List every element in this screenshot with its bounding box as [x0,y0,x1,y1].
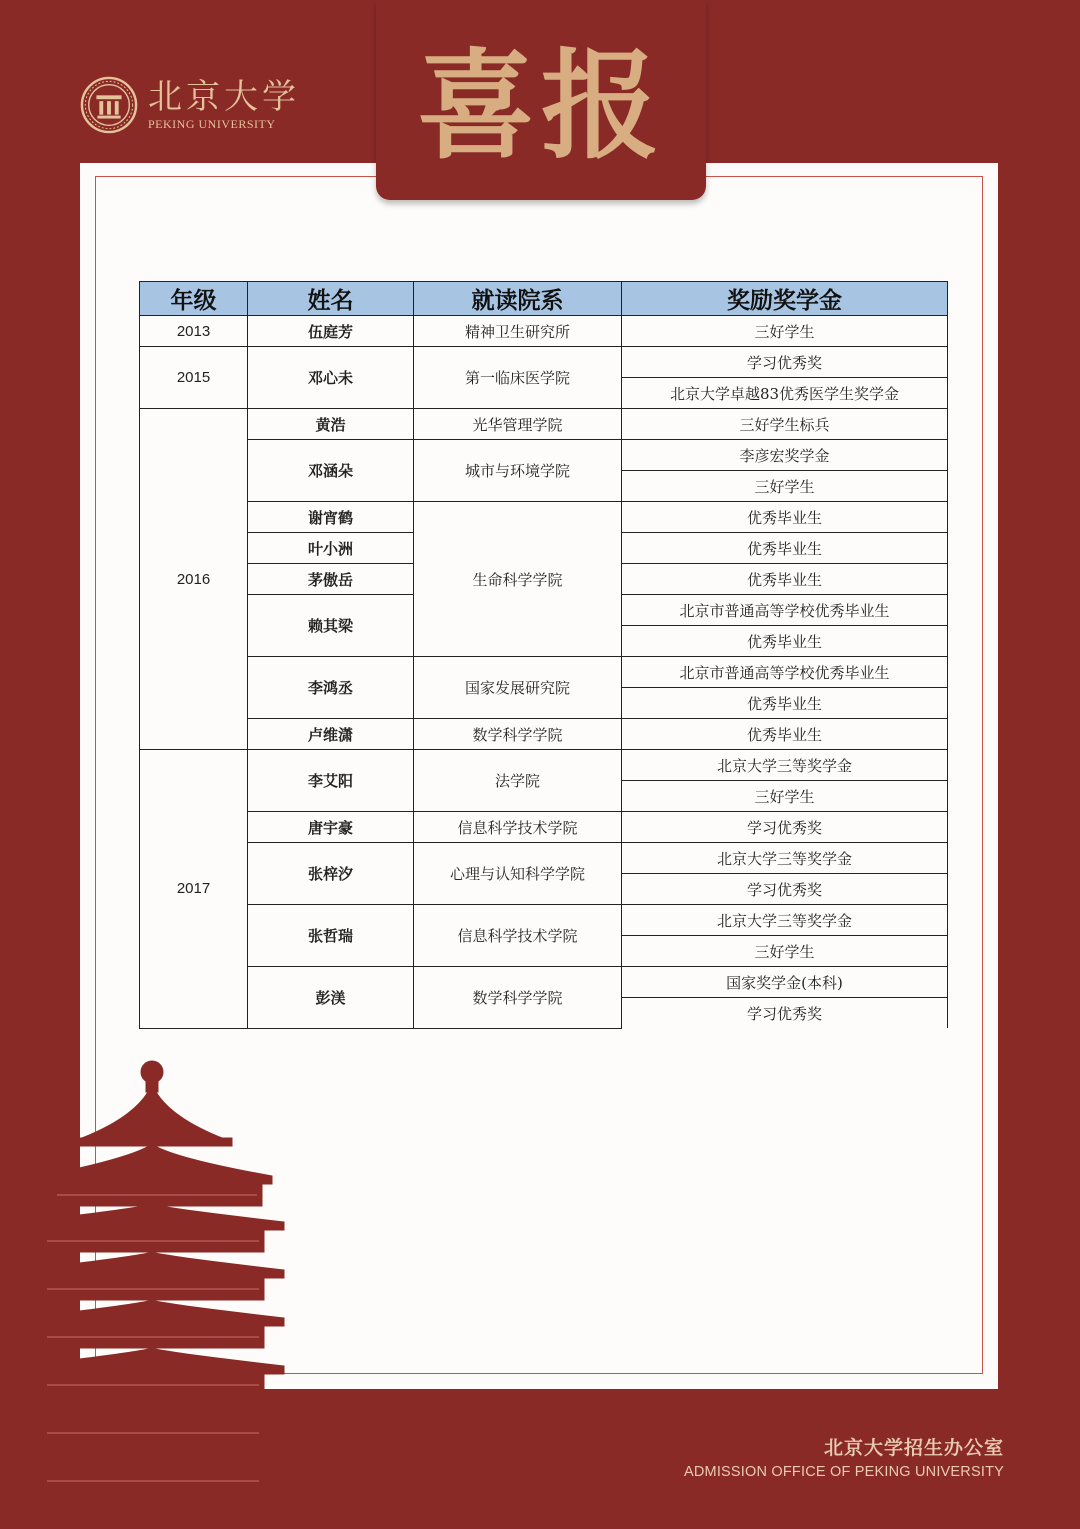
table-header-row [140,282,948,316]
award-cell: 北京大学三等奖学金 [622,905,948,936]
table-row [140,719,948,750]
pagoda-illustration [22,1058,290,1529]
table-row [140,812,948,843]
title-banner [376,0,706,200]
table-row [140,843,948,874]
award-cell: 优秀毕业生 [622,626,948,657]
award-cell: 北京市普通高等学校优秀毕业生 [622,595,948,626]
award-cell: 三好学生 [622,781,948,812]
department-cell: 心理与认知科学学院 [414,843,622,905]
student-name: 谢宵鹤 [248,502,414,533]
column-header-name: 姓名 [248,282,414,316]
university-logo [80,76,300,134]
student-name: 李艾阳 [248,750,414,812]
award-cell: 学习优秀奖 [622,998,948,1029]
department-cell: 生命科学学院 [414,502,622,657]
student-name: 彭渼 [248,967,414,1029]
student-name: 伍庭芳 [248,316,414,347]
student-name: 黄浩 [248,409,414,440]
table-row [140,967,948,998]
department-cell: 信息科学技术学院 [414,812,622,843]
award-cell: 优秀毕业生 [622,719,948,750]
award-cell: 优秀毕业生 [622,502,948,533]
award-cell: 李彦宏奖学金 [622,440,948,471]
award-cell: 三好学生 [622,316,948,347]
student-name: 张哲瑞 [248,905,414,967]
award-cell: 学习优秀奖 [622,812,948,843]
student-name: 叶小洲 [248,533,414,564]
page-title: 喜报 [416,37,665,175]
department-cell: 数学科学学院 [414,967,622,1029]
award-cell: 优秀毕业生 [622,688,948,719]
award-cell: 三好学生标兵 [622,409,948,440]
department-cell: 数学科学学院 [414,719,622,750]
department-cell: 城市与环境学院 [414,440,622,502]
award-cell: 北京市普通高等学校优秀毕业生 [622,657,948,688]
award-cell: 三好学生 [622,471,948,502]
grade-cell: 2017 [140,750,248,1029]
award-cell: 优秀毕业生 [622,564,948,595]
grade-cell: 2015 [140,347,248,409]
peking-university-seal-icon [80,76,138,134]
table-row [140,657,948,688]
award-cell: 三好学生 [622,936,948,967]
award-cell: 国家奖学金(本科) [622,967,948,998]
office-chinese-name: 北京大学招生办公室 [823,1437,1004,1459]
student-name: 邓涵朵 [248,440,414,502]
grade-cell: 2013 [140,316,248,347]
table-row [140,409,948,440]
table-row [140,347,948,378]
department-cell: 法学院 [414,750,622,812]
department-cell: 光华管理学院 [414,409,622,440]
award-cell: 北京大学三等奖学金 [622,843,948,874]
student-name: 唐宇豪 [248,812,414,843]
department-cell: 信息科学技术学院 [414,905,622,967]
department-cell: 第一临床医学院 [414,347,622,409]
table-row [140,502,948,533]
student-name: 李鸿丞 [248,657,414,719]
department-cell: 国家发展研究院 [414,657,622,719]
award-cell: 北京大学卓越83优秀医学生奖学金 [622,378,948,409]
column-header-department: 就读院系 [414,282,622,316]
award-cell: 优秀毕业生 [622,533,948,564]
award-table [139,281,948,1029]
award-cell: 学习优秀奖 [622,347,948,378]
table-row [140,316,948,347]
table-row [140,905,948,936]
student-name: 卢维潇 [248,719,414,750]
student-name: 赖其梁 [248,595,414,657]
grade-cell: 2016 [140,409,248,750]
table-row [140,750,948,781]
logo-english-name: PEKING UNIVERSITY [148,116,276,131]
department-cell: 精神卫生研究所 [414,316,622,347]
column-header-grade: 年级 [140,282,248,316]
column-header-award: 奖励奖学金 [622,282,948,316]
logo-chinese-name: 北京大学 [148,76,300,117]
student-name: 张梓汐 [248,843,414,905]
award-cell: 学习优秀奖 [622,874,948,905]
office-english-name: ADMISSION OFFICE OF PEKING UNIVERSITY [684,1464,1004,1480]
student-name: 邓心未 [248,347,414,409]
student-name: 茅傲岳 [248,564,414,595]
award-cell: 北京大学三等奖学金 [622,750,948,781]
admission-office-footer [684,1433,1004,1480]
table-row [140,440,948,471]
